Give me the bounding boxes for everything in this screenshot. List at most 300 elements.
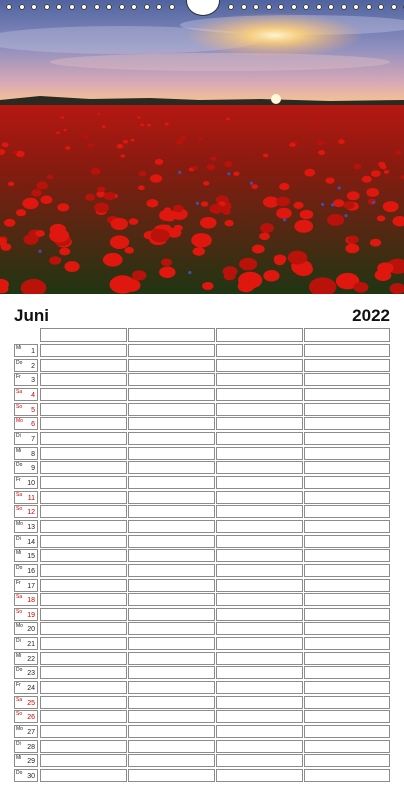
day-row [14,432,390,445]
entry-cell[interactable] [40,403,127,416]
poppy-flower [160,225,171,233]
entry-cell[interactable] [216,403,303,416]
entry-cell[interactable] [40,417,127,430]
day-row [14,622,390,635]
entry-cell[interactable] [128,564,215,577]
poppy-flower [49,229,69,243]
poppy-flower [209,204,223,214]
entry-cell[interactable] [128,520,215,533]
day-row [14,505,390,518]
binding-hole [228,4,234,10]
entry-cell[interactable] [216,740,303,753]
poppy-flower [347,236,358,244]
weekday-label: Di [16,740,21,747]
entry-cell[interactable] [128,403,215,416]
poppy-flower [294,263,313,276]
poppy-flower [216,201,232,212]
entry-cell[interactable] [216,754,303,767]
entry-cell[interactable] [216,769,303,782]
poppy-flower [124,115,127,117]
entry-cell[interactable] [304,579,390,592]
entry-cell[interactable] [40,491,127,504]
day-cell [14,637,38,650]
poppy-flower [238,272,262,289]
day-number: 27 [27,729,35,737]
entry-cell[interactable] [40,359,127,372]
entry-cell[interactable] [40,740,127,753]
entry-cell[interactable] [128,769,215,782]
entry-cell[interactable] [40,579,127,592]
poppy-flower [395,150,401,154]
poppy-flower [260,223,274,233]
entry-cell[interactable] [216,491,303,504]
entry-cell[interactable] [128,710,215,723]
entry-cell[interactable] [304,696,390,709]
cornflower [321,203,324,206]
entry-cell[interactable] [40,388,127,401]
day-cell [14,564,38,577]
day-number: 4 [31,391,35,399]
entry-cell[interactable] [216,447,303,460]
weekday-label: Mo [16,623,23,630]
poppy-flower [97,186,105,192]
entry-cell[interactable] [304,476,390,489]
entry-cell[interactable] [128,681,215,694]
weekday-label: Sa [16,594,23,601]
entry-cell[interactable] [40,769,127,782]
entry-cell[interactable] [304,417,390,430]
poppy-flower [279,183,289,190]
day-cell [14,359,38,372]
entry-cell[interactable] [128,344,215,357]
entry-cell[interactable] [216,388,303,401]
day-row [14,725,390,738]
entry-cell[interactable] [128,637,215,650]
entry-cell[interactable] [216,622,303,635]
poppy-flower [122,279,141,292]
day-number: 28 [27,743,35,751]
entry-cell[interactable] [40,666,127,679]
entry-cell[interactable] [128,754,215,767]
day-cell [14,461,38,474]
day-row [14,549,390,562]
binding-hole [391,4,397,10]
weekday-label: Mi [16,755,22,762]
entry-cell[interactable] [40,520,127,533]
day-row [14,593,390,606]
poppy-flower [294,220,313,233]
day-number: 3 [31,377,35,385]
poppy-flower [23,234,38,245]
cornflower [331,203,334,206]
entry-cell[interactable] [40,593,127,606]
entry-cell[interactable] [304,535,390,548]
poppy-flower [159,266,175,278]
poppy-flower [137,116,140,118]
poppy-flower [121,154,126,157]
weekday-label: So [16,403,23,410]
entry-cell[interactable] [40,373,127,386]
entry-cell[interactable] [40,564,127,577]
weekday-label: Do [16,462,23,469]
poppy-flower [16,209,26,216]
day-number: 9 [31,465,35,473]
entry-cell[interactable] [216,344,303,357]
entry-cell[interactable] [128,447,215,460]
poppy-flower [164,207,171,212]
day-row [14,403,390,416]
day-number: 1 [31,348,35,355]
day-cell [14,681,38,694]
entry-cell[interactable] [128,608,215,621]
poppy-flower [375,269,392,281]
day-row [14,681,390,694]
entry-cell[interactable] [216,725,303,738]
poppy-flower [35,230,44,237]
day-number: 18 [27,597,35,605]
day-number: 13 [27,523,35,531]
poppy-flower [354,130,358,132]
entry-cell[interactable] [216,608,303,621]
entry-cell[interactable] [216,359,303,372]
poppy-flower [59,248,70,256]
entry-cell[interactable] [216,564,303,577]
poppy-flower [394,109,397,111]
entry-cell[interactable] [40,681,127,694]
poppy-flower [4,219,15,227]
weekday-label: Fr [16,579,21,586]
poppy-flower [31,189,42,197]
day-row [14,461,390,474]
entry-cell[interactable] [128,622,215,635]
entry-cell[interactable] [304,388,390,401]
entry-cell[interactable] [216,681,303,694]
day-cell [14,754,38,767]
entry-cell[interactable] [304,461,390,474]
day-cell [14,432,38,445]
day-number: 5 [31,406,35,414]
weekday-label: Mi [16,550,22,557]
poppy-flower [333,199,344,207]
binding-hole [31,4,37,10]
entry-cell[interactable] [128,373,215,386]
poppy-flower [64,129,67,131]
poppy-flower [13,151,18,154]
entry-cell[interactable] [216,373,303,386]
binding-hole [156,4,162,10]
entry-cell[interactable] [304,608,390,621]
poppy-flower [0,237,7,245]
poppy-flower [117,144,124,149]
column-header-2[interactable] [128,328,215,342]
poppy-flower [318,150,325,155]
entry-cell[interactable] [216,476,303,489]
poppy-flower [8,182,14,186]
entry-cell[interactable] [304,491,390,504]
entry-cell[interactable] [304,373,390,386]
day-cell [14,491,38,504]
poppy-flower [191,233,212,247]
weekday-label: Do [16,770,23,777]
entry-cell[interactable] [216,461,303,474]
day-cell [14,520,38,533]
entry-cell[interactable] [304,754,390,767]
poppy-flower [201,201,209,206]
poppy-flower [49,256,61,264]
binding-hole [266,4,272,10]
poppy-flower [56,236,72,247]
poppy-flower [316,121,321,124]
year-title: 2022 [352,306,390,325]
poppy-flower [223,266,238,276]
day-row [14,535,390,548]
weekday-label: Do [16,667,23,674]
entry-cell[interactable] [40,696,127,709]
day-number: 24 [27,685,35,693]
entry-cell[interactable] [304,725,390,738]
day-number: 30 [27,773,35,781]
entry-cell[interactable] [40,447,127,460]
entry-cell[interactable] [304,564,390,577]
poppy-flower [98,113,101,115]
day-number: 29 [27,758,35,766]
entry-cell[interactable] [128,549,215,562]
poppy-flower [96,207,107,215]
entry-cell[interactable] [304,637,390,650]
day-number: 2 [31,362,35,370]
entry-cell[interactable] [304,740,390,753]
entry-cell[interactable] [304,622,390,635]
entry-cell[interactable] [128,461,215,474]
entry-cell[interactable] [216,637,303,650]
poppy-flower [88,143,94,147]
column-header-4[interactable] [304,328,390,342]
entry-cell[interactable] [128,535,215,548]
poppy-flower [164,123,168,126]
poppy-flower [380,165,386,170]
entry-cell[interactable] [216,666,303,679]
day-row [14,476,390,489]
poppy-flower [377,215,386,221]
entry-cell[interactable] [216,652,303,665]
poppy-flower [0,149,5,155]
entry-cell[interactable] [128,579,215,592]
poppy-flower [300,210,314,220]
day-number: 25 [27,699,35,707]
entry-cell[interactable] [304,666,390,679]
poppy-flower [225,220,234,226]
poppy-flower [383,201,399,212]
entry-cell[interactable] [128,417,215,430]
entry-cell[interactable] [304,403,390,416]
weekday-label: Do [16,359,23,366]
day-row [14,740,390,753]
poppy-flower [142,127,146,130]
day-number: 8 [31,450,35,458]
entry-cell[interactable] [128,652,215,665]
entry-cell[interactable] [40,652,127,665]
weekday-label: Mi [16,652,22,659]
entry-cell[interactable] [304,681,390,694]
entry-cell[interactable] [304,710,390,723]
weekday-label: So [16,608,23,615]
poppy-flower [174,225,183,231]
binding-hole [366,4,372,10]
entry-cell[interactable] [304,520,390,533]
cornflower [250,181,253,184]
poppy-flower [338,139,345,144]
poppy-flower [167,228,181,238]
poppy-flower [291,260,309,273]
entry-cell[interactable] [40,622,127,635]
poppy-flower [139,171,147,176]
entry-cell[interactable] [216,505,303,518]
poppy-flower [291,260,312,275]
entry-cell[interactable] [40,725,127,738]
day-row [14,608,390,621]
poppy-flower [107,216,118,224]
column-header-1[interactable] [40,328,127,342]
entry-cell[interactable] [40,461,127,474]
poppy-flower [222,209,230,215]
poppy-flower [83,134,89,138]
entry-cell[interactable] [304,505,390,518]
entry-cell[interactable] [128,432,215,445]
poppy-flower [111,194,117,199]
entry-cell[interactable] [304,344,390,357]
poppy-flower [140,124,144,127]
binding-hole [341,4,347,10]
poppy-flower [224,161,232,167]
day-cell [14,740,38,753]
poppy-flower [224,272,236,280]
entry-cell[interactable] [128,725,215,738]
entry-cell[interactable] [216,520,303,533]
poppy-flower [289,143,295,147]
day-row [14,666,390,679]
entry-cell[interactable] [216,535,303,548]
entry-cell[interactable] [40,344,127,357]
entry-cell[interactable] [128,505,215,518]
weekday-label: Di [16,638,21,645]
poppy-flower [96,191,105,197]
entry-cell[interactable] [216,710,303,723]
binding-hole [19,4,25,10]
entry-cell[interactable] [128,388,215,401]
entry-cell[interactable] [304,359,390,372]
entry-cell[interactable] [128,593,215,606]
poppy-flower [274,254,287,263]
poppy-flower [276,208,292,219]
entry-cell[interactable] [216,593,303,606]
poppy-flower [91,168,101,175]
entry-cell[interactable] [304,769,390,782]
binding-hole [119,4,125,10]
month-title: Juni [14,306,49,325]
poppy-flower [390,283,404,294]
entry-cell[interactable] [216,417,303,430]
entry-cell[interactable] [216,696,303,709]
entry-cell[interactable] [304,432,390,445]
entry-cell[interactable] [304,447,390,460]
poppy-flower [293,202,303,209]
poppy-flower [147,124,151,127]
day-number: 26 [27,714,35,722]
poppy-flower [392,216,404,226]
entry-cell[interactable] [128,666,215,679]
poppy-flower [151,229,170,242]
day-cell [14,710,38,723]
day-row [14,344,390,357]
entry-cell[interactable] [304,549,390,562]
poppy-flower [263,154,269,158]
poppy-flower [129,218,138,225]
binding-hole [144,4,150,10]
day-cell [14,608,38,621]
poppy-flower [276,197,290,207]
entry-cell[interactable] [128,740,215,753]
day-number: 23 [27,670,35,678]
entry-cell[interactable] [40,432,127,445]
weekday-label: So [16,711,23,718]
entry-cell[interactable] [216,579,303,592]
poppy-flower [103,253,123,267]
poppy-flower [189,167,195,171]
entry-cell[interactable] [216,432,303,445]
binding-hole [303,4,309,10]
entry-cell[interactable] [304,593,390,606]
day-row [14,417,390,430]
entry-cell[interactable] [128,491,215,504]
poppy-flower [345,236,357,244]
day-cell [14,666,38,679]
day-cell [14,622,38,635]
entry-cell[interactable] [304,652,390,665]
entry-cell[interactable] [40,535,127,548]
weekday-label: Di [16,432,21,439]
entry-cell[interactable] [216,549,303,562]
entry-cell[interactable] [128,476,215,489]
day-cell [14,344,38,357]
day-cell [14,549,38,562]
weekday-label: Sa [16,696,23,703]
binding-hole [106,4,112,10]
poppy-flower [239,258,257,271]
entry-cell[interactable] [40,549,127,562]
poppy-flower [353,164,361,169]
entry-cell[interactable] [128,359,215,372]
entry-cell[interactable] [40,505,127,518]
poppy-flower [233,172,239,176]
column-header-3[interactable] [216,328,303,342]
poppy-flower [192,166,198,170]
entry-cell[interactable] [128,696,215,709]
poppy-flower [252,245,265,254]
entry-cell[interactable] [40,754,127,767]
poppy-flower [104,192,116,200]
day-row [14,388,390,401]
entry-cell[interactable] [40,637,127,650]
entry-cell[interactable] [40,608,127,621]
binding-hole [56,4,62,10]
day-number: 12 [27,509,35,517]
poppy-flower [54,234,72,246]
entry-cell[interactable] [40,710,127,723]
entry-cell[interactable] [40,476,127,489]
poppy-flower [56,131,60,134]
poppy-flower [203,181,209,186]
poppy-flower [154,225,171,237]
